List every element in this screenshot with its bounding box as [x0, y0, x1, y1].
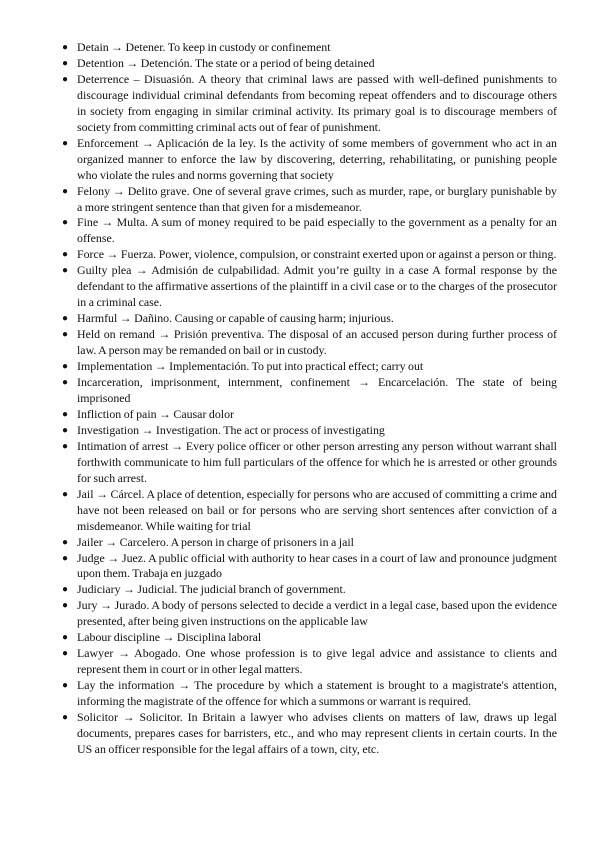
entry-term: Deterrence – Disuasión.	[77, 71, 195, 86]
entry-term: Guilty plea → Admisión de culpabilidad.	[77, 263, 280, 278]
entry-definition: A place of detention, especially for persons who are accused of committing a crime and have not been released on bail or for persons who are serving short sentences after conviction of a misdemeanor. While waiting for trial	[77, 486, 557, 533]
entry-definition: In Britain a lawyer who advises clients on matters of law, draws up legal documents, prepares cases for barristers, etc., and who may represent clients in certain courts. In the US an officer responsible for the legal affairs of a town, city, etc.	[77, 710, 557, 756]
bullet-icon: ●	[61, 408, 69, 420]
glossary-entry	[61, 582, 557, 598]
glossary-entry	[61, 422, 557, 439]
bullet-icon: ●	[61, 440, 69, 452]
glossary-entry	[61, 486, 557, 535]
entry-term: Held on remand → Prisión preventiva.	[77, 327, 265, 342]
glossary-entry	[61, 550, 557, 583]
entry-definition: The disposal of an accused person during further process of law. A person may be remanded on bail or in custody.	[77, 327, 557, 358]
entry-term: Felony → Delito grave.	[77, 183, 190, 198]
entry-term: Lawyer → Abogado.	[77, 646, 181, 661]
glossary-entry	[61, 263, 557, 311]
bullet-icon: ●	[61, 42, 69, 53]
glossary-entry	[61, 135, 557, 184]
entry-definition: Power, violence, compulsion, or constraint exerted upon or against a person or thing.	[158, 247, 557, 262]
bullet-icon: ●	[61, 265, 69, 277]
entry-term: Harmful → Dañino.	[77, 311, 173, 326]
entry-term: Jailer → Carcelero.	[77, 534, 169, 549]
entry-term: Enforcement → Aplicación de la ley.	[77, 135, 256, 150]
bullet-icon: ●	[61, 632, 69, 644]
glossary-entry	[61, 598, 557, 630]
bullet-icon: ●	[61, 377, 69, 389]
entry-definition: Every police officer or other person arresting any person without warrant shall forthwith communicate to him full particulars of the offence for which he is arrested or other grounds for such arrest.	[77, 438, 557, 485]
bullet-icon: ●	[61, 217, 69, 229]
glossary-entry	[61, 646, 557, 678]
bullet-icon: ●	[61, 648, 69, 660]
glossary-entry	[61, 247, 557, 263]
glossary-entry	[61, 630, 557, 646]
glossary-entry	[61, 375, 557, 407]
bullet-icon: ●	[61, 488, 69, 500]
entry-definition: The state of being imprisoned	[77, 375, 557, 405]
bullet-icon: ●	[61, 584, 69, 596]
entry-definition: The act or process of investigating	[223, 422, 385, 437]
glossary-entry	[61, 678, 557, 710]
entry-term: Solicitor → Solicitor.	[77, 710, 183, 725]
bullet-icon: ●	[61, 424, 69, 436]
bullet-icon: ●	[61, 73, 69, 85]
entry-term: Implementation → Implementación.	[77, 359, 250, 374]
bullet-icon: ●	[61, 57, 69, 69]
entry-definition: Is the activity of some members of government who act in an organized manner to enforce the law by discovering, deterring, rehabilitating, or punishing people who violate the rules and norms governing that society	[77, 135, 557, 182]
bullet-icon: ●	[61, 361, 69, 373]
entry-term: Incarceration, imprisonment, internment, confinement → Encarcelación.	[77, 375, 449, 390]
entry-term: Fine → Multa.	[77, 215, 148, 230]
bullet-icon: ●	[61, 680, 69, 692]
entry-term: Labour discipline → Disciplina laboral	[77, 630, 262, 645]
bullet-icon: ●	[61, 536, 69, 548]
entry-definition: A public official with authority to hear cases in a court of law and pronounce judgment upon them. Trabaja en juzgado	[77, 550, 557, 581]
glossary-entry	[61, 438, 557, 487]
glossary-entry	[61, 406, 557, 423]
entry-definition: Admit you’re guilty in a case A formal response by the defendant to the affirmative assertions of the plaintiff in a civil case or to the charges of the prosecutor in a criminal case.	[77, 263, 557, 310]
bullet-icon: ●	[61, 600, 69, 612]
entry-term: Detention → Detención.	[77, 55, 193, 70]
entry-term: Infliction of pain → Causar dolor	[77, 406, 234, 421]
entry-definition: The state or a period of being detained	[194, 55, 375, 70]
entry-term: Jury → Jurado.	[77, 598, 150, 613]
entry-term: Investigation → Investigation.	[77, 422, 221, 437]
entry-term: Force → Fuerza.	[77, 247, 157, 262]
entry-definition: A person in charge of prisoners in a jail	[170, 534, 354, 549]
entry-term: Intimation of arrest →	[77, 438, 184, 453]
entry-definition: A body of persons selected to decide a verdict in a legal case, based upon the evidence presented, after being given instructions on the applicable law	[77, 598, 557, 629]
entry-term: Jail → Cárcel.	[77, 486, 145, 501]
bullet-icon: ●	[61, 552, 69, 564]
bullet-icon: ●	[61, 313, 69, 325]
glossary-entry	[61, 311, 557, 327]
glossary-entry	[61, 71, 557, 136]
glossary-entry	[61, 55, 557, 72]
bullet-icon: ●	[61, 137, 69, 149]
glossary-entry	[61, 534, 557, 551]
bullet-icon: ●	[61, 712, 69, 724]
bullet-icon: ●	[61, 185, 69, 197]
entry-term: Detain → Detener.	[77, 40, 166, 54]
glossary-list	[61, 40, 557, 758]
entry-definition: A sum of money required to be paid especially to the government as a penalty for an offense.	[77, 215, 557, 246]
glossary-entry	[61, 359, 557, 375]
entry-definition: The procedure by which a statement is brought to a magistrate's attention, informing the magistrate of the offence for which a summons or warrant is required.	[77, 678, 557, 709]
glossary-entry	[61, 710, 557, 758]
entry-definition: One whose profession is to give legal advice and assistance to clients and represent them in court or in other legal matters.	[77, 646, 557, 677]
entry-definition: To put into practical effect; carry out	[251, 359, 424, 374]
glossary-entry	[61, 40, 557, 56]
glossary-entry	[61, 183, 557, 216]
entry-term: Judiciary → Judicial.	[77, 582, 178, 597]
entry-definition: A theory that criminal laws are passed with well-defined punishments to discourage individual criminal defendants from becoming repeat offenders and to discourage others in society from engaging in similar criminal activity. Its primary goal is to discourage members of society from committing criminal acts out of fear of punishment.	[77, 71, 557, 134]
entry-definition: The judicial branch of government.	[179, 582, 346, 597]
entry-definition: One of several grave crimes, such as murder, rape, or burglary punishable by a more stringent sentence than that given for a misdemeanor.	[77, 183, 557, 214]
entry-definition: To keep in custody or confinement	[167, 40, 331, 54]
bullet-icon: ●	[61, 249, 69, 261]
glossary-entry	[61, 327, 557, 359]
entry-term: Judge → Juez.	[77, 550, 147, 565]
entry-term: Lay the information →	[77, 678, 191, 693]
glossary-entry	[61, 215, 557, 247]
bullet-icon: ●	[61, 329, 69, 341]
entry-definition: Causing or capable of causing harm; injurious.	[174, 311, 394, 326]
